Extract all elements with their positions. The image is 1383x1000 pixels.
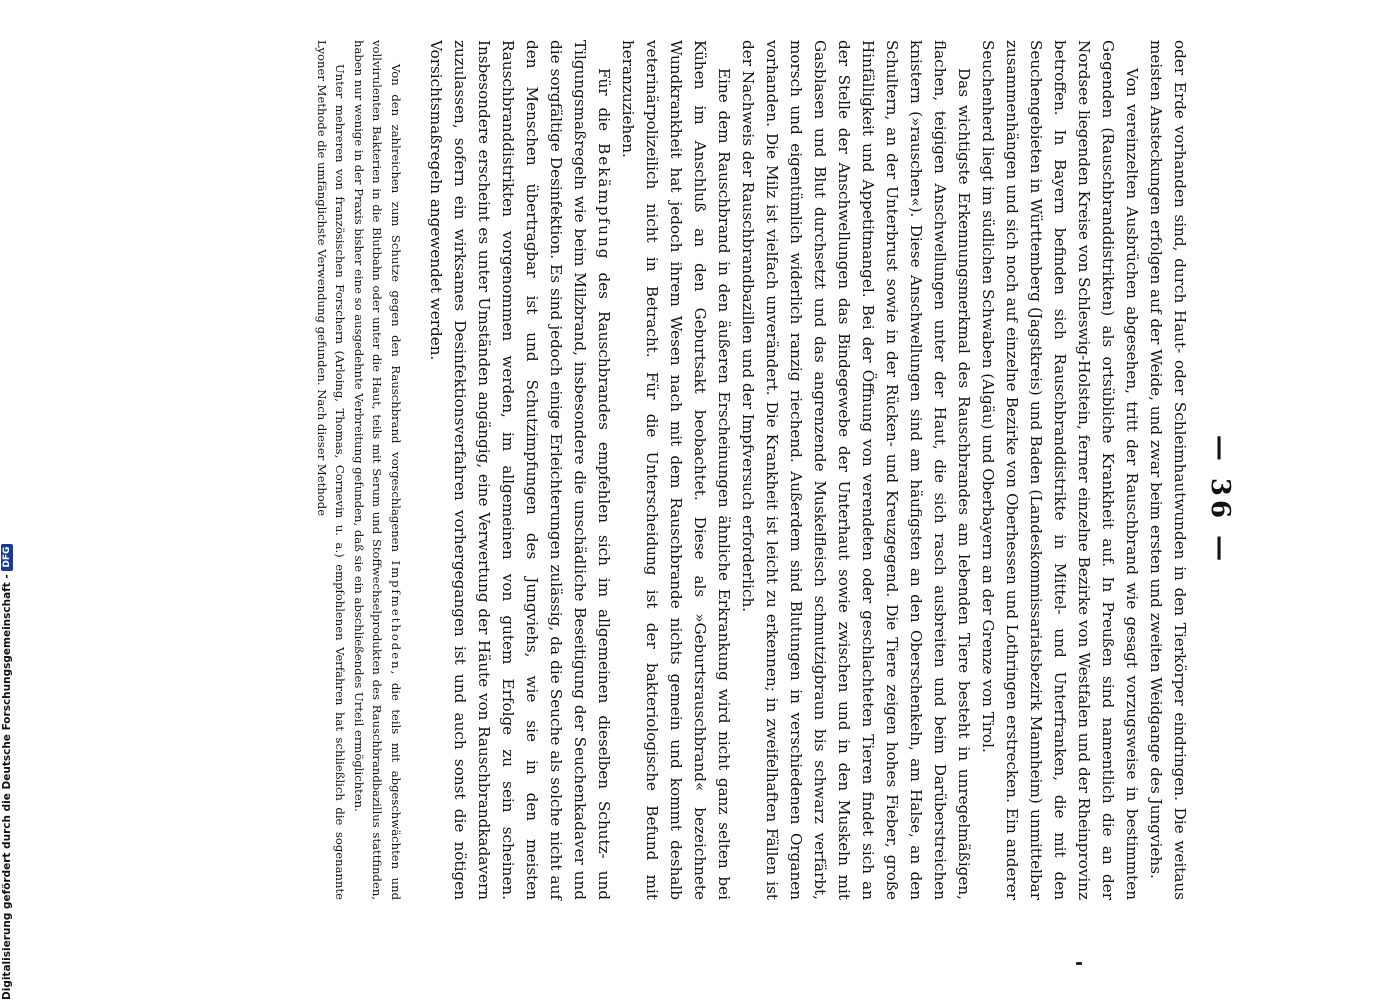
footnote-1-rest: , die teils mit abgeschwächten und vollvirulenten Bakterien in die Blutbahn oder unter die Haut, teils mit Serum und Stoffwechselprodukten des Rauschbrandbazillus stattfinden, haben nur wenige in der Praxis bisher eine so ausgedehnte Verbreitung gefunden, daß sie ein abschließendes Urteil ermöglichten. — [352, 40, 403, 900]
footnote-paragraph-1 — [350, 40, 406, 900]
footnote-text — [313, 40, 406, 900]
paragraph-5-emphasis: Bekämpfung — [595, 143, 613, 261]
paragraph-4: Eine dem Rauschbrand in den äußeren Erscheinungen ähnliche Erkrankung wird nicht ganz selten bei Kühen im Anschluß an den Geburtsakt beobachtet. Diese als »Geburtsrauschbrand« bezeichnete Wundkrankheit hat jedoch ihrem Wesen nach mit dem Rauschbrande nichts gemein und kommt deshalb veterinärpolizeilich nicht in Betracht. Für die Unterscheidung ist der bakteriologische Befund mit heranzuziehen. — [619, 40, 733, 900]
digitization-credit — [0, 546, 14, 1000]
page-header — [1200, 0, 1240, 1000]
footnote-paragraph-2: Unter mehreren von französischen Forschern (Arloing, Thomas, Cornevin u. a.) empfohlenen Verfahren hat schließlich die sogenannte Lyoner Methode die umfänglichste Verwendung gefunden. Nach dieser Methode — [315, 40, 348, 900]
paragraph-5-lead: Für die — [595, 68, 613, 144]
footnote-1-emphasis: Impfmethoden — [389, 560, 403, 671]
rotated-page-content — [170, 0, 1240, 1000]
dfg-logo: DFG — [1, 544, 13, 571]
paragraph-5 — [424, 40, 616, 900]
body-text — [424, 40, 1192, 900]
paragraph-3: Das wichtigste Erkennungsmerkmal des Rauschbrandes am lebenden Tiere besteht in unregelmäßigen, flachen, teigigen Anschwellungen unter der Haut, die sich rasch ausbreiten und beim Darüberstreichen knistern (»rauschen«). Diese Anschwellungen sind am häufigsten an den Oberschenkeln, am Halse, an den Schultern, an der Unterbrust sowie in der Rücken- und Kreuzgegend. Die Tiere zeigen hohes Fieber, große Hinfälligkeit und Appetitmangel. Bei der Öffnung von verendeten oder geschlachteten Tieren findet sich an der Stelle der Anschwellungen das Bindegewebe der Unterhaut sowie zwischen und in den Muskeln mit Gasblasen und Blut durchsetzt und das angrenzende Muskelfleisch schmutzigbraun bis schwarz verfärbt, morsch und eigentümlich widerlich ranzig riechend. Außerdem sind Blutungen in verschiedenen Organen vorhanden. Die Milz ist vielfach unverändert. Die Krankheit ist leicht zu erkennen; in zweifelhaften Fällen ist der Nachweis der Rauschbrandbazillen und der Impfversuch erforderlich. — [739, 40, 973, 900]
paragraph-5-rest: des Rauschbrandes empfehlen sich im allgemeinen dieselben Schutz- und Tilgungsmaßregeln wie beim Milzbrand, insbesondere die unschädliche Beseitigung der Seuchenkadaver und die sorgfältige Desinfektion. Es sind jedoch einige Erleichterungen zulässig, da die Seuche als solche nicht auf den Menschen übertragbar ist und Schutzimpfungen des Jungviehs, wie sie in den meisten Rauschbranddistrikten vorgenommen werden, im allgemeinen von gutem Erfolge zu sein scheinen. Insbesondere erscheint es unter Umständen angängig, eine Verwertung der Häute von Rauschbrandkadavern zuzulassen, sofern ein wirksames Desinfektionsverfahren vorhergegangen ist und auch sonst die nötigen Vorsichtsmaßregeln angewendet werden. — [427, 40, 613, 900]
credit-text: Digitalisierung gefördert durch die Deutsche Forschungsgemeinschaft - — [1, 574, 13, 1000]
page-number: — 36 — — [1205, 434, 1235, 566]
paragraph-1: oder Erde vorhanden sind, durch Haut- oder Schleimhautwunden in den Tierkörper eindringen. Die weitaus meisten Ansteckungen erfolgen auf der Weide, und zwar beim ersten und zweiten Weidgange des Jungviehs. — [1147, 40, 1189, 900]
margin-mark — [1076, 962, 1082, 965]
paragraph-2: Von vereinzelten Ausbrüchen abgesehen, tritt der Rauschbrand wie gesagt vorzugsweise in bestimmten Gegenden (Rauschbranddistrikten) als ortsübliche Krankheit auf. In Preußen sind namentlich die an der Nordsee liegenden Kreise von Schleswig-Holstein, ferner einzelne Bezirke von Westfalen und der Rheinprovinz betroffen. In Bayern befinden sich Rauschbranddistrikte in Mittel- und Unterfranken, die mit den Seuchengebieten in Württemberg (Jagstkreis) und Baden (Landeskommissariatsbezirk Mannheim) unmittelbar zusammenhängen und sich noch auf einzelne Bezirke von Oberhessen und Lothringen erstrecken. Ein anderer Seuchenherd liegt im südlichen Schwaben (Algäu) und Oberbayern an der Grenze von Tirol. — [979, 40, 1141, 900]
footnote-1-lead: Von den zahlreichen zum Schutze gegen den Rauschbrand vorgeschlagenen — [389, 64, 403, 561]
